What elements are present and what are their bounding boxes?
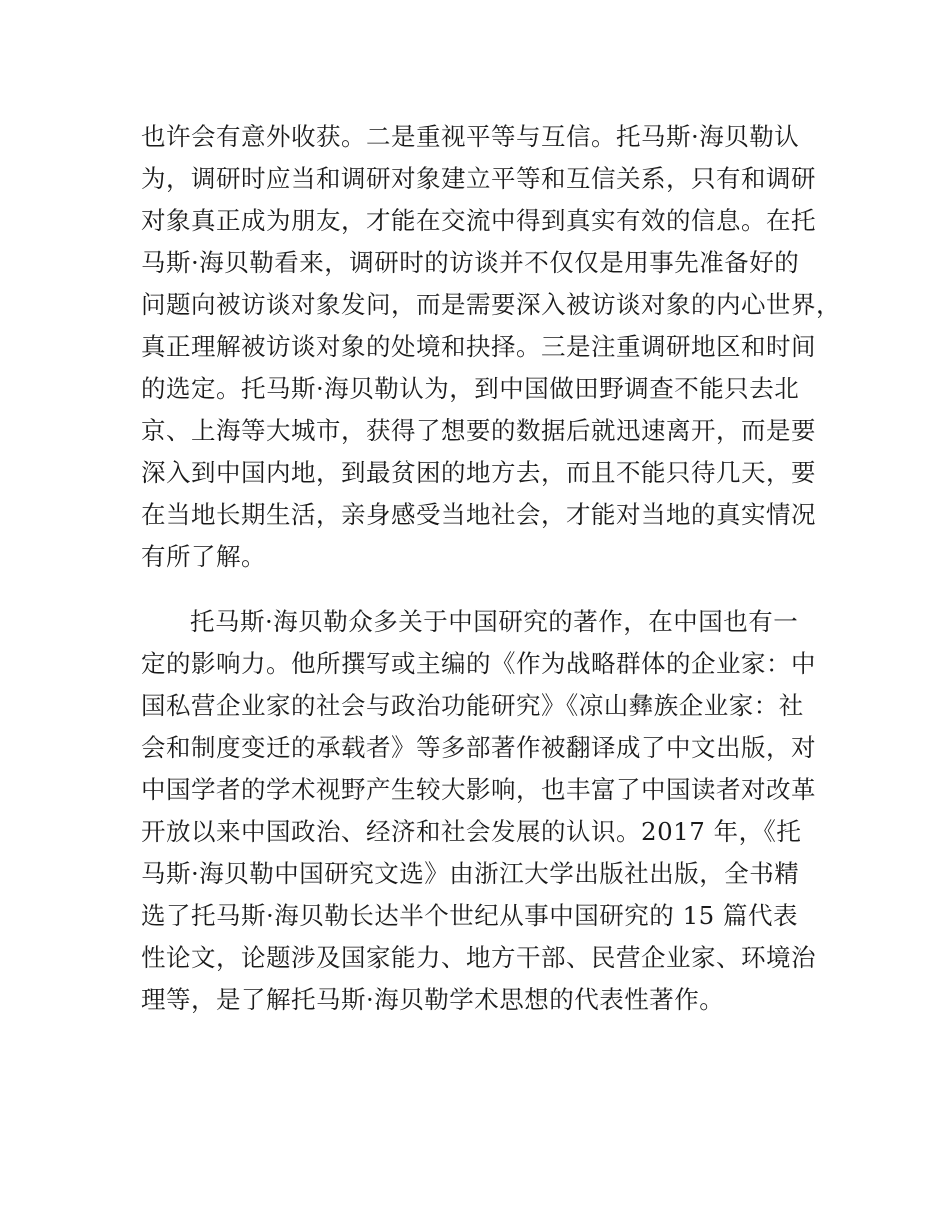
text-line: 中国学者的学术视野产生较大影响，也丰富了中国读者对改革 bbox=[141, 775, 816, 804]
text-line: 深入到中国内地，到最贫困的地方去，而且不能只待几天，要 bbox=[141, 458, 816, 487]
text-line: 的选定。托马斯·海贝勒认为，到中国做田野调查不能只去北 bbox=[141, 374, 800, 403]
text-line: 开放以来中国政治、经济和社会发展的认识。2017 年，《托 bbox=[141, 817, 802, 846]
text-line: 马斯·海贝勒看来，调研时的访谈并不仅仅是用事先准备好的 bbox=[141, 248, 800, 277]
text-line: 理等，是了解托马斯·海贝勒学术思想的代表性著作。 bbox=[141, 985, 725, 1014]
text-line: 真正理解被访谈对象的处境和抉择。三是注重调研地区和时间 bbox=[141, 332, 816, 361]
text-line: 托马斯·海贝勒众多关于中国研究的著作，在中国也有一 bbox=[190, 607, 799, 636]
text-line: 也许会有意外收获。二是重视平等与互信。托马斯·海贝勒认 bbox=[141, 122, 800, 151]
text-line: 性论文，论题涉及国家能力、地方干部、民营企业家、环境治 bbox=[141, 943, 816, 972]
text-line: 马斯·海贝勒中国研究文选》由浙江大学出版社出版，全书精 bbox=[141, 859, 800, 888]
text-line: 国私营企业家的社会与政治功能研究》《凉山彝族企业家：社 bbox=[141, 691, 804, 720]
text-line: 定的影响力。他所撰写或主编的《作为战略群体的企业家：中 bbox=[141, 649, 816, 678]
text-line: 在当地长期生活，亲身感受当地社会，才能对当地的真实情况 bbox=[141, 500, 816, 529]
text-line: 选了托马斯·海贝勒长达半个世纪从事中国研究的 15 篇代表 bbox=[141, 901, 799, 930]
text-line: 问题向被访谈对象发问，而是需要深入被访谈对象的内心世界， bbox=[141, 290, 841, 319]
text-line: 京、上海等大城市，获得了想要的数据后就迅速离开，而是要 bbox=[141, 416, 816, 445]
text-line: 会和制度变迁的承载者》等多部著作被翻译成了中文出版，对 bbox=[141, 733, 816, 762]
text-line: 对象真正成为朋友，才能在交流中得到真实有效的信息。在托 bbox=[141, 206, 816, 235]
text-line: 有所了解。 bbox=[141, 542, 266, 571]
text-line: 为，调研时应当和调研对象建立平等和互信关系，只有和调研 bbox=[141, 164, 816, 193]
